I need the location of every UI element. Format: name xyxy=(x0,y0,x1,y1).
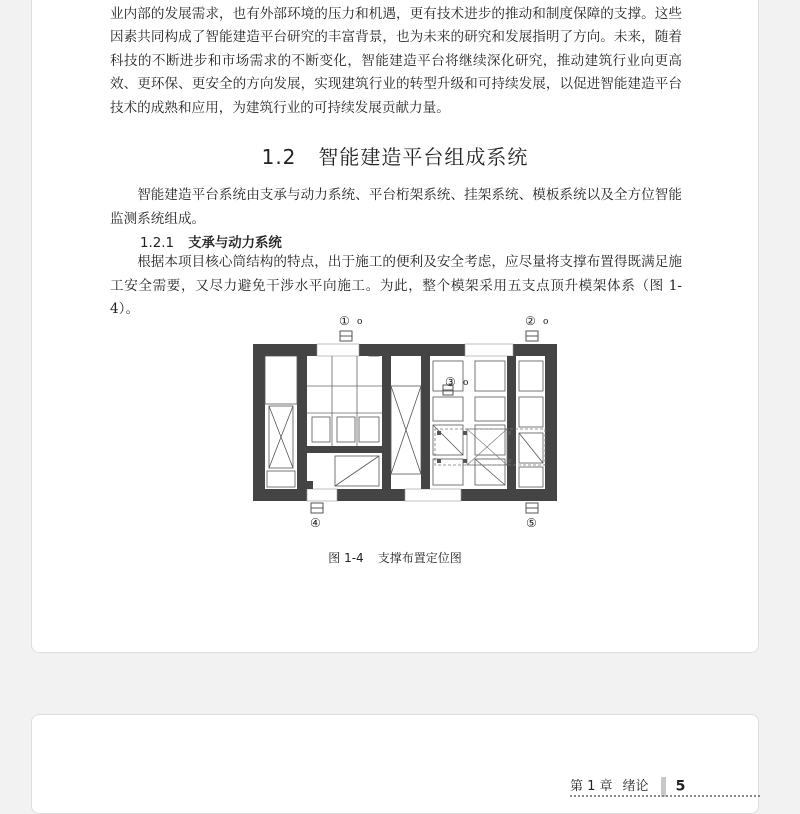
support-marker-2: ② xyxy=(525,314,536,328)
support-marker-5: ⑤ xyxy=(526,516,537,530)
header-rule xyxy=(570,795,760,797)
section-heading xyxy=(32,141,758,170)
caption-number: 图 1-4 xyxy=(328,551,364,565)
support-paragraph: 根据本项目核心筒结构的特点，出于施工的便利及安全考虑，应尽量将支撑布置得既满足施工安全需要，又尽力避免干涉水平向施工。为此，整个模架采用五支点顶升模架体系（图 1-4）。 xyxy=(110,254,682,317)
marker-dot: o xyxy=(357,317,363,327)
caption-text: 支撑布置定位图 xyxy=(377,551,462,565)
subsection-title: 支承与动力系统 xyxy=(188,236,282,251)
marker-dot: o xyxy=(543,317,549,327)
support-marker-3: ③ xyxy=(445,375,456,389)
chapter-title: 绪论 xyxy=(622,779,649,794)
floor-plan-drawing xyxy=(207,321,577,531)
figure-caption xyxy=(32,549,758,566)
next-page xyxy=(31,714,759,814)
section-title: 智能建造平台组成系统 xyxy=(318,145,529,169)
support-marker-1: ① xyxy=(339,314,350,328)
header-bar xyxy=(661,777,666,797)
section-number: 1.2 xyxy=(261,145,297,169)
page-number: 5 xyxy=(675,778,686,795)
support-marker-4: ④ xyxy=(310,516,321,530)
marker-dot: o xyxy=(463,378,469,388)
chapter-label: 第 1 章 xyxy=(570,779,613,794)
composition-paragraph: 智能建造平台系统由支承与动力系统、平台桁架系统、挂架系统、模板系统以及全方位智能监测系统组成。 xyxy=(110,187,682,227)
subsection-number: 1.2.1 xyxy=(140,236,175,251)
document-page xyxy=(31,0,759,653)
intro-paragraph: 业内部的发展需求，也有外部环境的压力和机遇，更有技术进步的推动和制度保障的支撑。这些因素共同构成了智能建造平台研究的丰富背景，也为未来的研究和发展指明了方向。未来，随着科技的不断进步和市场需求的不断变化，智能建造平台将继续深化研究，推动建筑行业向更高效、更环保、更安全的方向发展，实现建筑行业的转型升级和可持续发展，以促进智能建造平台技术的成熟和应用，为建筑行业的可持续发展贡献力量。 xyxy=(110,5,682,116)
support-layout-figure xyxy=(207,314,577,531)
running-header xyxy=(570,775,685,797)
